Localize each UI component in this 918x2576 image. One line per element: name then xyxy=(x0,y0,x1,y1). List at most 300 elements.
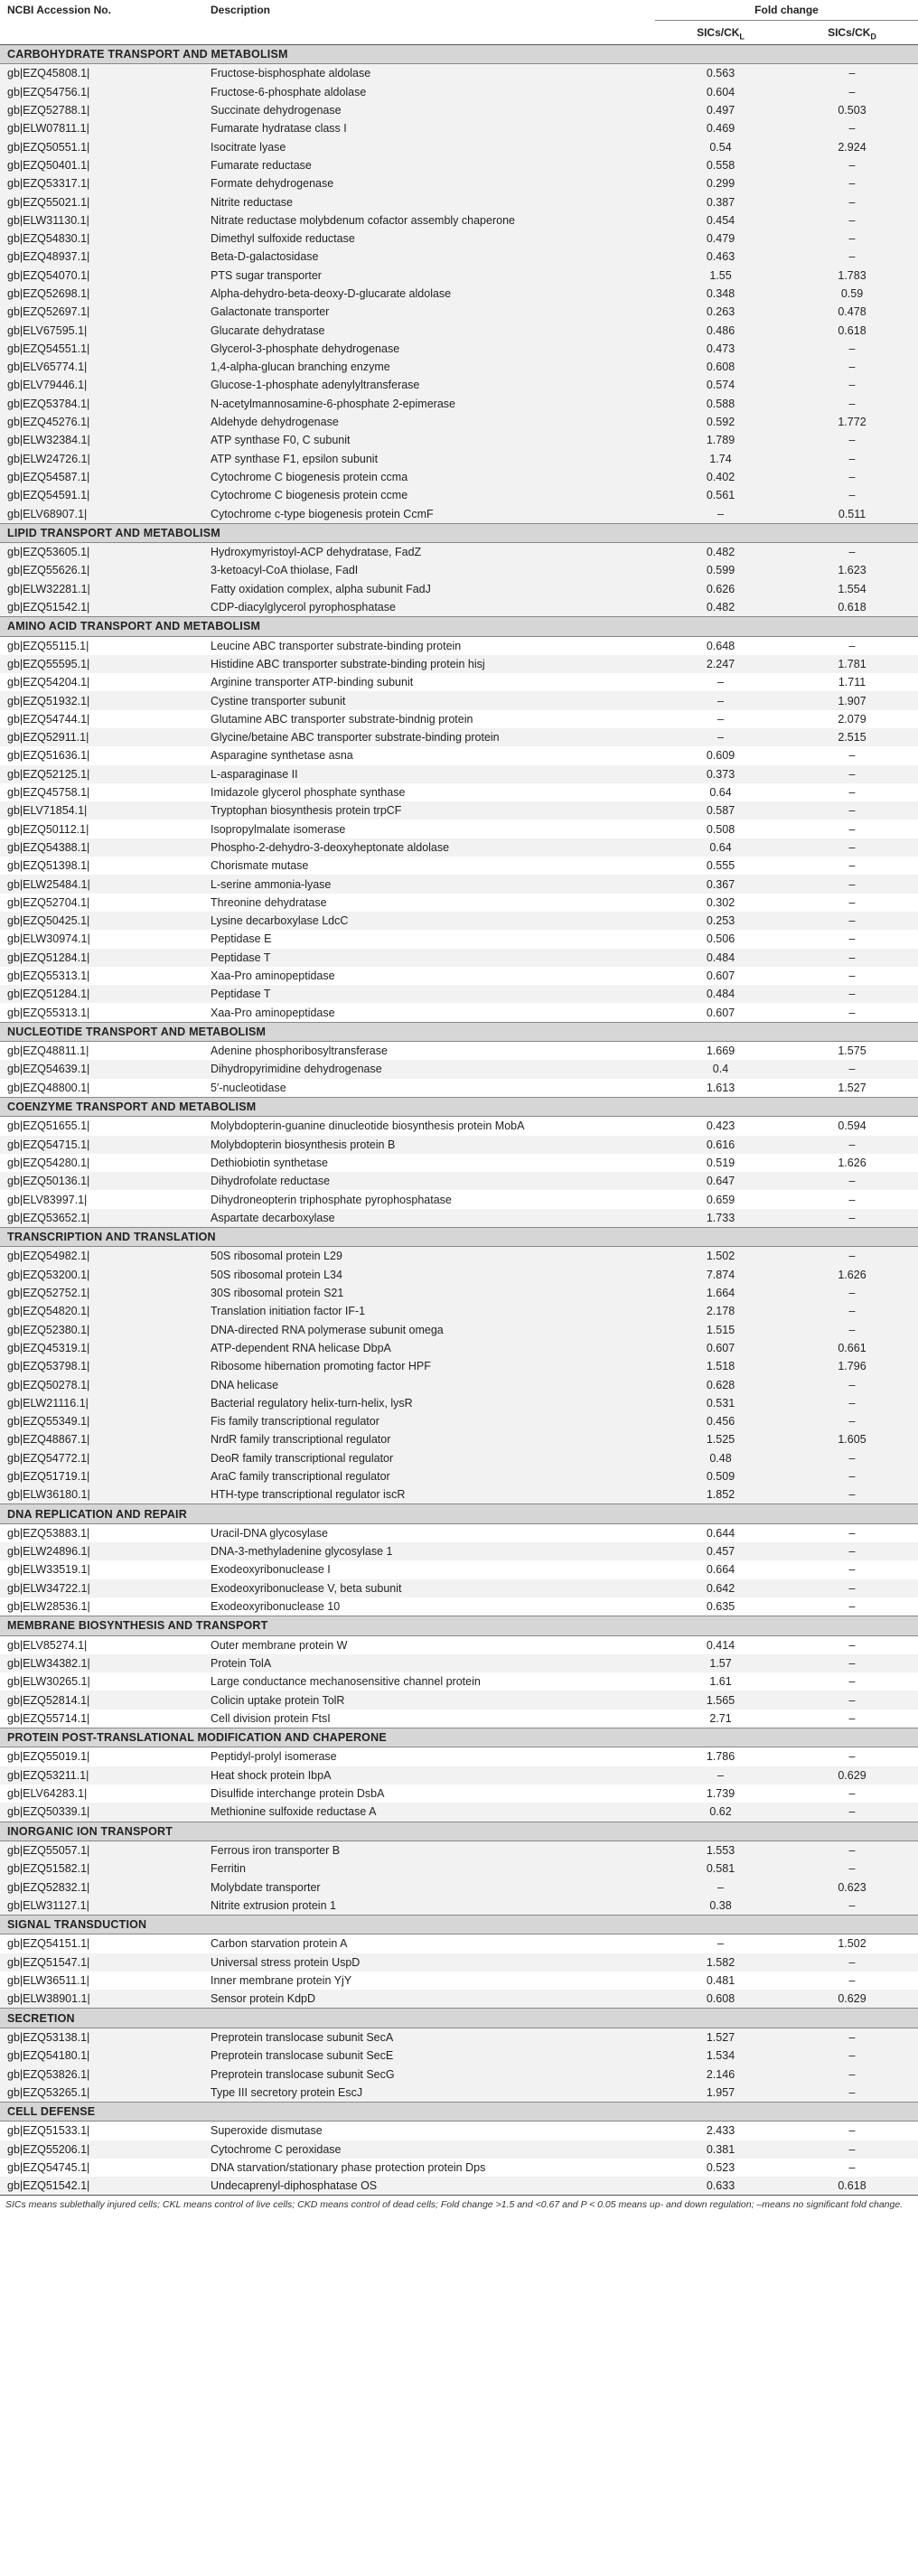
fold-change-ckd-cell: – xyxy=(786,248,918,266)
fold-change-ckd-cell: – xyxy=(786,340,918,358)
fold-change-ckl-cell: 0.64 xyxy=(655,838,786,857)
description-cell: Fis family transcriptional regulator xyxy=(203,1412,655,1430)
fold-change-ckd-cell: – xyxy=(786,1284,918,1302)
accession-cell: gb|ELW24726.1| xyxy=(0,450,203,468)
table-row xyxy=(0,431,918,449)
fold-change-ckl-cell: 0.62 xyxy=(655,1803,786,1822)
accession-cell: gb|EZQ45319.1| xyxy=(0,1339,203,1357)
accession-cell: gb|EZQ55021.1| xyxy=(0,192,203,211)
fold-change-ckd-cell: – xyxy=(786,1560,918,1578)
fold-change-ckd-cell: – xyxy=(786,636,918,655)
description-cell: Colicin uptake protein TolR xyxy=(203,1691,655,1709)
fold-change-ckl-cell: – xyxy=(655,710,786,728)
table-row xyxy=(0,930,918,948)
fold-change-ckl-cell: 0.414 xyxy=(655,1635,786,1654)
fold-change-ckd-cell: 1.527 xyxy=(786,1079,918,1098)
accession-cell: gb|ELV83997.1| xyxy=(0,1190,203,1208)
description-cell: Molybdopterin biosynthesis protein B xyxy=(203,1136,655,1154)
description-cell: Large conductance mechanosensitive channel protein xyxy=(203,1672,655,1691)
description-cell: Ribosome hibernation promoting factor HPF xyxy=(203,1357,655,1375)
fold-change-ckl-cell: 1.957 xyxy=(655,2084,786,2103)
fold-change-ckl-cell: 0.599 xyxy=(655,561,786,579)
fold-change-ckl-cell: 0.647 xyxy=(655,1172,786,1190)
fold-change-ckd-cell: – xyxy=(786,1635,918,1654)
fold-change-ckl-cell: 0.609 xyxy=(655,746,786,764)
fold-change-ckd-cell: – xyxy=(786,1747,918,1766)
table-row xyxy=(0,83,918,101)
accession-cell: gb|EZQ55595.1| xyxy=(0,655,203,673)
table-row xyxy=(0,1412,918,1430)
fold-change-ckd-cell: – xyxy=(786,1841,918,1859)
table-row xyxy=(0,1934,918,1953)
table-row xyxy=(0,561,918,579)
fold-change-ckd-cell: – xyxy=(786,156,918,174)
category-title: SIGNAL TRANSDUCTION xyxy=(0,1915,918,1934)
fold-change-ckd-cell: – xyxy=(786,450,918,468)
description-cell: Cytochrome C peroxidase xyxy=(203,2140,655,2159)
table-row xyxy=(0,248,918,266)
table-row xyxy=(0,967,918,985)
table-row xyxy=(0,1654,918,1672)
fold-change-ckl-cell: 0.563 xyxy=(655,64,786,83)
fold-change-ckl-cell: – xyxy=(655,1934,786,1953)
accession-cell: gb|EZQ55313.1| xyxy=(0,967,203,985)
fold-change-ckl-cell: 0.486 xyxy=(655,321,786,339)
fold-change-ckl-cell: 0.454 xyxy=(655,211,786,229)
table-header xyxy=(0,0,918,45)
category-title: DNA REPLICATION AND REPAIR xyxy=(0,1504,918,1523)
fold-change-ckl-cell: 0.38 xyxy=(655,1897,786,1916)
header-description: Description xyxy=(203,0,655,21)
fold-change-ckl-cell: 1.55 xyxy=(655,267,786,285)
category-title: PROTEIN POST-TRANSLATIONAL MODIFICATION AND CHAPERONE xyxy=(0,1728,918,1747)
fold-change-ckd-cell: 1.781 xyxy=(786,655,918,673)
accession-cell: gb|EZQ54745.1| xyxy=(0,2159,203,2177)
fold-change-ckd-cell: 2.924 xyxy=(786,137,918,155)
accession-cell: gb|EZQ51542.1| xyxy=(0,598,203,617)
fold-change-ckl-cell: 0.642 xyxy=(655,1579,786,1597)
table-row xyxy=(0,1430,918,1448)
fold-change-ckd-cell: – xyxy=(786,1003,918,1022)
accession-cell: gb|ELW21116.1| xyxy=(0,1394,203,1412)
category-header-row xyxy=(0,2102,918,2121)
accession-cell: gb|ELV79446.1| xyxy=(0,376,203,394)
table-row xyxy=(0,2159,918,2177)
fold-change-ckd-cell: 1.626 xyxy=(786,1154,918,1172)
accession-cell: gb|EZQ54587.1| xyxy=(0,468,203,486)
description-cell: Chorismate mutase xyxy=(203,857,655,875)
table-row xyxy=(0,820,918,838)
fold-change-ckl-cell: 1.739 xyxy=(655,1784,786,1803)
category-header-row xyxy=(0,1728,918,1747)
fold-change-ckl-cell: 0.482 xyxy=(655,598,786,617)
fold-change-ckl-cell: 0.607 xyxy=(655,967,786,985)
accession-cell: gb|EZQ54070.1| xyxy=(0,267,203,285)
fold-change-ckl-cell: 0.469 xyxy=(655,119,786,137)
table-row xyxy=(0,1859,918,1878)
accession-cell: gb|ELV67595.1| xyxy=(0,321,203,339)
description-cell: Fructose-bisphosphate aldolase xyxy=(203,64,655,83)
fold-change-ckl-cell: 0.299 xyxy=(655,174,786,192)
accession-cell: gb|EZQ55349.1| xyxy=(0,1412,203,1430)
description-cell: Alpha-dehydro-beta-deoxy-D-glucarate aldolase xyxy=(203,285,655,303)
fold-change-ckl-cell: 1.57 xyxy=(655,1654,786,1672)
fold-change-ckd-cell: – xyxy=(786,765,918,783)
fold-change-ckl-cell: 0.608 xyxy=(655,358,786,376)
accession-cell: gb|EZQ50278.1| xyxy=(0,1375,203,1393)
description-cell: Asparagine synthetase asna xyxy=(203,746,655,764)
accession-cell: gb|ELW36511.1| xyxy=(0,1972,203,1990)
accession-cell: gb|EZQ45276.1| xyxy=(0,413,203,431)
accession-cell: gb|EZQ54772.1| xyxy=(0,1449,203,1467)
fold-change-ckl-cell: 0.506 xyxy=(655,930,786,948)
table-row xyxy=(0,1003,918,1022)
fold-change-ckd-cell: – xyxy=(786,1523,918,1542)
description-cell: Dihydrofolate reductase xyxy=(203,1172,655,1190)
table-row xyxy=(0,1302,918,1320)
fold-change-ckd-cell: 1.554 xyxy=(786,580,918,598)
fold-change-ckl-cell: 0.626 xyxy=(655,580,786,598)
fold-change-ckd-cell: – xyxy=(786,1136,918,1154)
category-title: CARBOHYDRATE TRANSPORT AND METABOLISM xyxy=(0,45,918,64)
accession-cell: gb|EZQ50551.1| xyxy=(0,137,203,155)
accession-cell: gb|EZQ54820.1| xyxy=(0,1302,203,1320)
table-row xyxy=(0,875,918,893)
fold-change-ckl-cell: 0.508 xyxy=(655,820,786,838)
accession-cell: gb|EZQ45808.1| xyxy=(0,64,203,83)
fold-change-ckd-cell: – xyxy=(786,1449,918,1467)
fold-change-ckd-cell: – xyxy=(786,1859,918,1878)
table-row xyxy=(0,285,918,303)
table-row xyxy=(0,413,918,431)
fold-change-ckd-cell: – xyxy=(786,1209,918,1228)
fold-change-ckl-cell: 1.669 xyxy=(655,1042,786,1061)
accession-cell: gb|EZQ54151.1| xyxy=(0,1934,203,1953)
description-cell: Cystine transporter subunit xyxy=(203,691,655,709)
fold-change-ckd-cell: – xyxy=(786,1803,918,1822)
description-cell: Isocitrate lyase xyxy=(203,137,655,155)
description-cell: Ferritin xyxy=(203,1859,655,1878)
table-body xyxy=(0,45,918,2196)
table-row xyxy=(0,1560,918,1578)
fold-change-ckd-cell: – xyxy=(786,894,918,912)
accession-cell: gb|EZQ51719.1| xyxy=(0,1467,203,1485)
description-cell: Nitrite reductase xyxy=(203,192,655,211)
fold-change-ckd-cell: – xyxy=(786,229,918,248)
description-cell: Cytochrome c-type biogenesis protein CcmF xyxy=(203,504,655,523)
accession-cell: gb|EZQ51284.1| xyxy=(0,985,203,1003)
accession-cell: gb|EZQ52752.1| xyxy=(0,1284,203,1302)
table-row xyxy=(0,912,918,930)
description-cell: Preprotein translocase subunit SecG xyxy=(203,2065,655,2083)
fold-change-ckd-cell: – xyxy=(786,1897,918,1916)
description-cell: Molybdate transporter xyxy=(203,1878,655,1896)
accession-cell: gb|ELV71854.1| xyxy=(0,801,203,820)
accession-cell: gb|EZQ53826.1| xyxy=(0,2065,203,2083)
accession-cell: gb|EZQ48800.1| xyxy=(0,1079,203,1098)
table-row xyxy=(0,728,918,746)
accession-cell: gb|EZQ53138.1| xyxy=(0,2028,203,2047)
table-row xyxy=(0,857,918,875)
table-row xyxy=(0,1990,918,2009)
description-cell: Histidine ABC transporter substrate-binding protein hisj xyxy=(203,655,655,673)
description-cell: 5′-nucleotidase xyxy=(203,1079,655,1098)
fold-change-ckl-cell: 0.54 xyxy=(655,137,786,155)
category-header-row xyxy=(0,1097,918,1116)
fold-change-ckd-cell: – xyxy=(786,64,918,83)
accession-cell: gb|EZQ50339.1| xyxy=(0,1803,203,1822)
table-row xyxy=(0,801,918,820)
table-row xyxy=(0,1079,918,1098)
table-row xyxy=(0,376,918,394)
table-row xyxy=(0,894,918,912)
table-row xyxy=(0,1247,918,1266)
fold-change-ckl-cell: 2.178 xyxy=(655,1302,786,1320)
fold-change-ckl-cell: 1.525 xyxy=(655,1430,786,1448)
table-row xyxy=(0,1266,918,1284)
accession-cell: gb|ELW36180.1| xyxy=(0,1485,203,1504)
description-cell: DNA helicase xyxy=(203,1375,655,1393)
description-cell: 50S ribosomal protein L34 xyxy=(203,1266,655,1284)
fold-change-ckd-cell: 1.575 xyxy=(786,1042,918,1061)
fold-change-ckd-cell: – xyxy=(786,1579,918,1597)
table-row xyxy=(0,321,918,339)
accession-cell: gb|ELW34382.1| xyxy=(0,1654,203,1672)
table-row xyxy=(0,2122,918,2140)
description-cell: Undecaprenyl-diphosphatase OS xyxy=(203,2177,655,2195)
category-header-row xyxy=(0,617,918,636)
description-cell: Nitrite extrusion protein 1 xyxy=(203,1897,655,1916)
description-cell: Ferrous iron transporter B xyxy=(203,1841,655,1859)
fold-change-ckl-cell: 0.574 xyxy=(655,376,786,394)
fold-change-ckd-cell: – xyxy=(786,985,918,1003)
table-row xyxy=(0,1485,918,1504)
accession-cell: gb|EZQ51582.1| xyxy=(0,1859,203,1878)
fold-change-ckd-cell: – xyxy=(786,1247,918,1266)
table-row xyxy=(0,2028,918,2047)
fold-change-ckd-cell: 1.626 xyxy=(786,1266,918,1284)
accession-cell: gb|EZQ52788.1| xyxy=(0,101,203,119)
fold-change-ckd-cell: – xyxy=(786,2159,918,2177)
table-row xyxy=(0,395,918,413)
fold-change-ckl-cell: 0.558 xyxy=(655,156,786,174)
table-row xyxy=(0,1375,918,1393)
description-cell: Dethiobiotin synthetase xyxy=(203,1154,655,1172)
table-row xyxy=(0,119,918,137)
fold-change-ckd-cell: – xyxy=(786,1302,918,1320)
fold-change-ckl-cell: 0.664 xyxy=(655,1560,786,1578)
category-header-row xyxy=(0,1228,918,1247)
table-row xyxy=(0,1597,918,1616)
description-cell: Bacterial regulatory helix-turn-helix, lysR xyxy=(203,1394,655,1412)
table-row xyxy=(0,1766,918,1784)
accession-cell: gb|EZQ54744.1| xyxy=(0,710,203,728)
table-row xyxy=(0,580,918,598)
fold-change-ckl-cell: 1.582 xyxy=(655,1953,786,1972)
fold-change-ckd-cell: – xyxy=(786,1597,918,1616)
description-cell: DNA starvation/stationary phase protection protein Dps xyxy=(203,2159,655,2177)
table-row xyxy=(0,211,918,229)
table-row xyxy=(0,985,918,1003)
accession-cell: gb|ELW32281.1| xyxy=(0,580,203,598)
category-title: MEMBRANE BIOSYNTHESIS AND TRANSPORT xyxy=(0,1616,918,1635)
fold-change-ckd-cell: 1.605 xyxy=(786,1430,918,1448)
fold-change-ckd-cell: – xyxy=(786,820,918,838)
description-cell: Cell division protein FtsI xyxy=(203,1710,655,1728)
fold-change-ckl-cell: 0.607 xyxy=(655,1003,786,1022)
description-cell: 50S ribosomal protein L29 xyxy=(203,1247,655,1266)
description-cell: Translation initiation factor IF-1 xyxy=(203,1302,655,1320)
fold-change-ckd-cell: – xyxy=(786,1485,918,1504)
accession-cell: gb|EZQ51932.1| xyxy=(0,691,203,709)
category-header-row xyxy=(0,1504,918,1523)
description-cell: Aldehyde dehydrogenase xyxy=(203,413,655,431)
accession-cell: gb|EZQ55206.1| xyxy=(0,2140,203,2159)
description-cell: Phospho-2-dehydro-3-deoxyheptonate aldolase xyxy=(203,838,655,857)
fold-change-ckl-cell: – xyxy=(655,728,786,746)
table-row xyxy=(0,1339,918,1357)
accession-cell: gb|EZQ52814.1| xyxy=(0,1691,203,1709)
fold-change-ckd-cell: – xyxy=(786,1412,918,1430)
description-cell: 1,4-alpha-glucan branching enzyme xyxy=(203,358,655,376)
fold-change-ckl-cell: 1.515 xyxy=(655,1320,786,1338)
description-cell: 30S ribosomal protein S21 xyxy=(203,1284,655,1302)
fold-change-ckl-cell: 0.456 xyxy=(655,1412,786,1430)
table-row xyxy=(0,655,918,673)
description-cell: Peptidase T xyxy=(203,985,655,1003)
description-cell: Beta-D-galactosidase xyxy=(203,248,655,266)
category-header-row xyxy=(0,1822,918,1841)
fold-change-ckd-cell: – xyxy=(786,486,918,504)
fold-change-ckl-cell: 2.146 xyxy=(655,2065,786,2083)
fold-change-ckl-cell: 0.482 xyxy=(655,543,786,562)
fold-change-ckd-cell: – xyxy=(786,967,918,985)
table-row xyxy=(0,340,918,358)
fold-change-ckd-cell: – xyxy=(786,2084,918,2103)
fold-change-ckl-cell: 0.479 xyxy=(655,229,786,248)
fold-change-ckd-cell: – xyxy=(786,838,918,857)
accession-cell: gb|EZQ53652.1| xyxy=(0,1209,203,1228)
accession-cell: gb|EZQ55057.1| xyxy=(0,1841,203,1859)
fold-change-ckl-cell: 1.74 xyxy=(655,450,786,468)
table-row xyxy=(0,1784,918,1803)
fold-change-ckd-cell: 0.511 xyxy=(786,504,918,523)
description-cell: DNA-3-methyladenine glycosylase 1 xyxy=(203,1542,655,1560)
table-row xyxy=(0,838,918,857)
description-cell: Type III secretory protein EscJ xyxy=(203,2084,655,2103)
table-row xyxy=(0,1449,918,1467)
accession-cell: gb|ELW30974.1| xyxy=(0,930,203,948)
description-cell: NrdR family transcriptional regulator xyxy=(203,1430,655,1448)
fold-change-ckl-cell: 1.61 xyxy=(655,1672,786,1691)
table-row xyxy=(0,1803,918,1822)
category-header-row xyxy=(0,1915,918,1934)
accession-cell: gb|EZQ50112.1| xyxy=(0,820,203,838)
description-cell: Disulfide interchange protein DsbA xyxy=(203,1784,655,1803)
description-cell: Leucine ABC transporter substrate-binding protein xyxy=(203,636,655,655)
fold-change-ckd-cell: – xyxy=(786,1394,918,1412)
accession-cell: gb|EZQ55115.1| xyxy=(0,636,203,655)
accession-cell: gb|EZQ45758.1| xyxy=(0,783,203,801)
table-row xyxy=(0,1136,918,1154)
fold-change-ckl-cell: 0.644 xyxy=(655,1523,786,1542)
description-cell: Peptidase T xyxy=(203,949,655,967)
description-cell: Xaa-Pro aminopeptidase xyxy=(203,1003,655,1022)
category-header-row xyxy=(0,1616,918,1635)
fold-change-ckl-cell: 0.381 xyxy=(655,2140,786,2159)
category-header-row xyxy=(0,523,918,542)
table-row xyxy=(0,2140,918,2159)
description-cell: Glycine/betaine ABC transporter substrate-binding protein xyxy=(203,728,655,746)
accession-cell: gb|EZQ48867.1| xyxy=(0,1430,203,1448)
table-row xyxy=(0,486,918,504)
description-cell: N-acetylmannosamine-6-phosphate 2-epimerase xyxy=(203,395,655,413)
fold-change-ckl-cell: 1.789 xyxy=(655,431,786,449)
table-row xyxy=(0,1710,918,1728)
accession-cell: gb|EZQ51542.1| xyxy=(0,2177,203,2195)
accession-cell: gb|EZQ50401.1| xyxy=(0,156,203,174)
table-row xyxy=(0,765,918,783)
description-cell: Protein TolA xyxy=(203,1654,655,1672)
fold-change-ckd-cell: – xyxy=(786,376,918,394)
fold-change-ckd-cell: 1.783 xyxy=(786,267,918,285)
table-row xyxy=(0,783,918,801)
description-cell: Universal stress protein UspD xyxy=(203,1953,655,1972)
fold-change-ckd-cell: – xyxy=(786,358,918,376)
description-cell: Nitrate reductase molybdenum cofactor assembly chaperone xyxy=(203,211,655,229)
fold-change-ckl-cell: – xyxy=(655,691,786,709)
accession-cell: gb|EZQ54551.1| xyxy=(0,340,203,358)
description-cell: Glutamine ABC transporter substrate-bindnig protein xyxy=(203,710,655,728)
fold-change-ckl-cell: 0.463 xyxy=(655,248,786,266)
description-cell: Fumarate reductase xyxy=(203,156,655,174)
description-cell: Glucose-1-phosphate adenylyltransferase xyxy=(203,376,655,394)
accession-cell: gb|EZQ52832.1| xyxy=(0,1878,203,1896)
table-row xyxy=(0,192,918,211)
description-cell: Succinate dehydrogenase xyxy=(203,101,655,119)
description-cell: Imidazole glycerol phosphate synthase xyxy=(203,783,655,801)
accession-cell: gb|EZQ52698.1| xyxy=(0,285,203,303)
fold-change-ckl-cell: 0.561 xyxy=(655,486,786,504)
accession-cell: gb|EZQ54830.1| xyxy=(0,229,203,248)
table-row xyxy=(0,450,918,468)
category-title: AMINO ACID TRANSPORT AND METABOLISM xyxy=(0,617,918,636)
category-header-row xyxy=(0,2009,918,2028)
fold-change-ckd-cell: 1.907 xyxy=(786,691,918,709)
description-cell: Adenine phosphoribosyltransferase xyxy=(203,1042,655,1061)
description-cell: Glycerol-3-phosphate dehydrogenase xyxy=(203,340,655,358)
table-row xyxy=(0,1209,918,1228)
fold-change-ckl-cell: 0.523 xyxy=(655,2159,786,2177)
accession-cell: gb|ELV65774.1| xyxy=(0,358,203,376)
fold-change-ckd-cell: – xyxy=(786,875,918,893)
category-title: LIPID TRANSPORT AND METABOLISM xyxy=(0,523,918,542)
fold-change-ckd-cell: – xyxy=(786,1172,918,1190)
fold-change-ckl-cell: 0.64 xyxy=(655,783,786,801)
description-cell: Threonine dehydratase xyxy=(203,894,655,912)
fold-change-ckl-cell: 0.263 xyxy=(655,303,786,321)
description-cell: Preprotein translocase subunit SecA xyxy=(203,2028,655,2047)
fold-change-ckl-cell: 0.48 xyxy=(655,1449,786,1467)
description-cell: Dihydropyrimidine dehydrogenase xyxy=(203,1060,655,1078)
accession-cell: gb|ELW32384.1| xyxy=(0,431,203,449)
fold-change-ckd-cell: – xyxy=(786,1320,918,1338)
accession-cell: gb|ELW07811.1| xyxy=(0,119,203,137)
table-row xyxy=(0,504,918,523)
fold-change-ckd-cell: 0.629 xyxy=(786,1990,918,2009)
category-header-row xyxy=(0,1022,918,1041)
fold-change-ckl-cell: 2.433 xyxy=(655,2122,786,2140)
